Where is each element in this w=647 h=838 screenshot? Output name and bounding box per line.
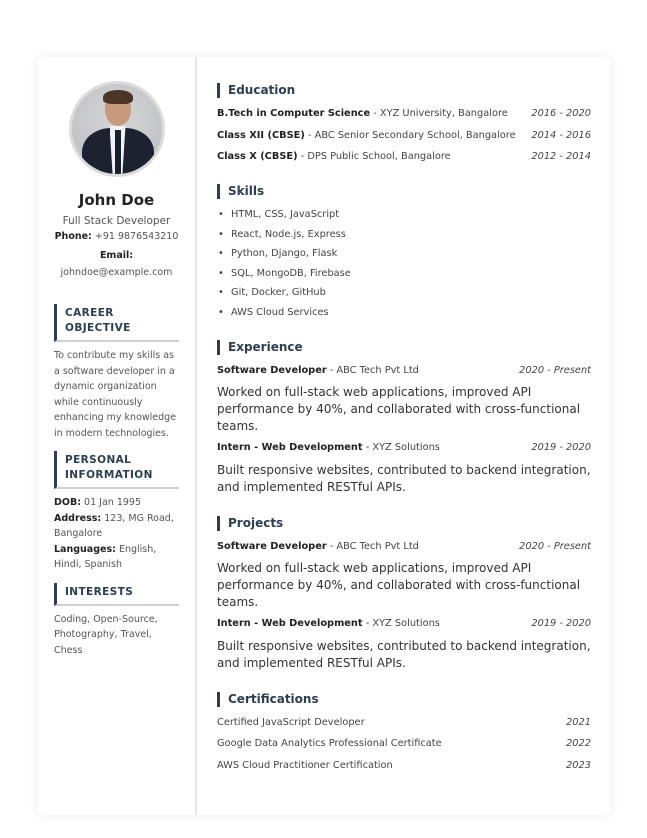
email-label: Email: [99, 250, 134, 261]
skills-section [217, 184, 591, 320]
skill-item: • Python, Django, Flask [217, 247, 591, 261]
experience-heading: Experience [217, 340, 591, 355]
skill-item: • SQL, MongoDB, Firebase [217, 267, 591, 281]
main-content [197, 57, 610, 815]
education-item: B.Tech in Computer Science - XYZ University, Bangalore 2016 - 2020 [217, 108, 591, 119]
dob: DOB: 01 Jan 1995 [54, 497, 141, 508]
education-heading: Education [217, 83, 591, 98]
projects-heading: Projects [217, 516, 591, 531]
certifications-section [217, 692, 591, 773]
projects-section [217, 516, 591, 672]
skills-heading: Skills [217, 184, 591, 199]
project-description: Built responsive websites, contributed to backend integration, and implemented RESTful APIs. [217, 638, 591, 670]
profile-photo [69, 81, 165, 177]
certifications-heading: Certifications [217, 692, 591, 707]
certification-item: AWS Cloud Practitioner Certification 2023 [217, 759, 591, 771]
education-item: Class X (CBSE) - DPS Public School, Bangalore 2012 - 2014 [217, 151, 591, 162]
skill-item: • AWS Cloud Services [217, 306, 591, 320]
personal-info-heading: PERSONAL INFORMATION [54, 451, 179, 489]
personal-info [54, 495, 179, 573]
interests-heading: INTERESTS [54, 583, 179, 606]
phone [54, 230, 179, 244]
project-description: Worked on full-stack web applications, improved API performance by 40%, and collaborated with cross-functional teams. [217, 561, 581, 609]
resume-page [38, 57, 610, 815]
education-section [217, 83, 591, 164]
phone-value: +91 9876543210 [94, 231, 179, 242]
experience-section [217, 340, 591, 496]
skill-item: • HTML, CSS, JavaScript [217, 208, 591, 222]
experience-description: Worked on full-stack web applications, improved API performance by 40%, and collaborated with cross-functional teams. [217, 385, 581, 433]
career-objective-heading: CAREER OBJECTIVE [54, 304, 179, 342]
project-item-header: Software Developer - ABC Tech Pvt Ltd 2020 - Present [217, 540, 591, 552]
address: Address: 123, MG Road, Bangalore [54, 512, 174, 539]
sidebar [38, 57, 197, 815]
certification-item: Google Data Analytics Professional Certificate 2022 [217, 738, 591, 749]
interests-text: Coding, Open-Source, Photography, Travel, Chess [54, 613, 158, 656]
skill-item: • React, Node.js, Express [217, 228, 591, 242]
phone-label: Phone: [54, 231, 92, 242]
skill-item: • Git, Docker, GitHub [217, 286, 591, 300]
certification-item: Certified JavaScript Developer 2021 [217, 716, 591, 728]
experience-item-header: Software Developer - ABC Tech Pvt Ltd 2020 - Present [217, 364, 591, 376]
email-value: johndoe@example.com [60, 267, 173, 278]
experience-item-header: Intern - Web Development - XYZ Solutions 2019 - 2020 [217, 442, 591, 453]
languages: Languages: English, Hindi, Spanish [54, 543, 157, 570]
skills-list [217, 208, 591, 320]
education-item: Class XII (CBSE) - ABC Senior Secondary School, Bangalore 2014 - 2016 [217, 129, 591, 141]
career-objective-text: To contribute my skills as a software developer in a dynamic organization while continuously enhancing my knowledge in modern technologies. [54, 350, 177, 439]
profile-name: John Doe [78, 191, 155, 209]
experience-description: Built responsive websites, contributed to backend integration, and implemented RESTful APIs. [217, 462, 591, 494]
profile-title: Full Stack Developer [62, 215, 171, 227]
project-item-header: Intern - Web Development - XYZ Solutions 2019 - 2020 [217, 618, 591, 629]
